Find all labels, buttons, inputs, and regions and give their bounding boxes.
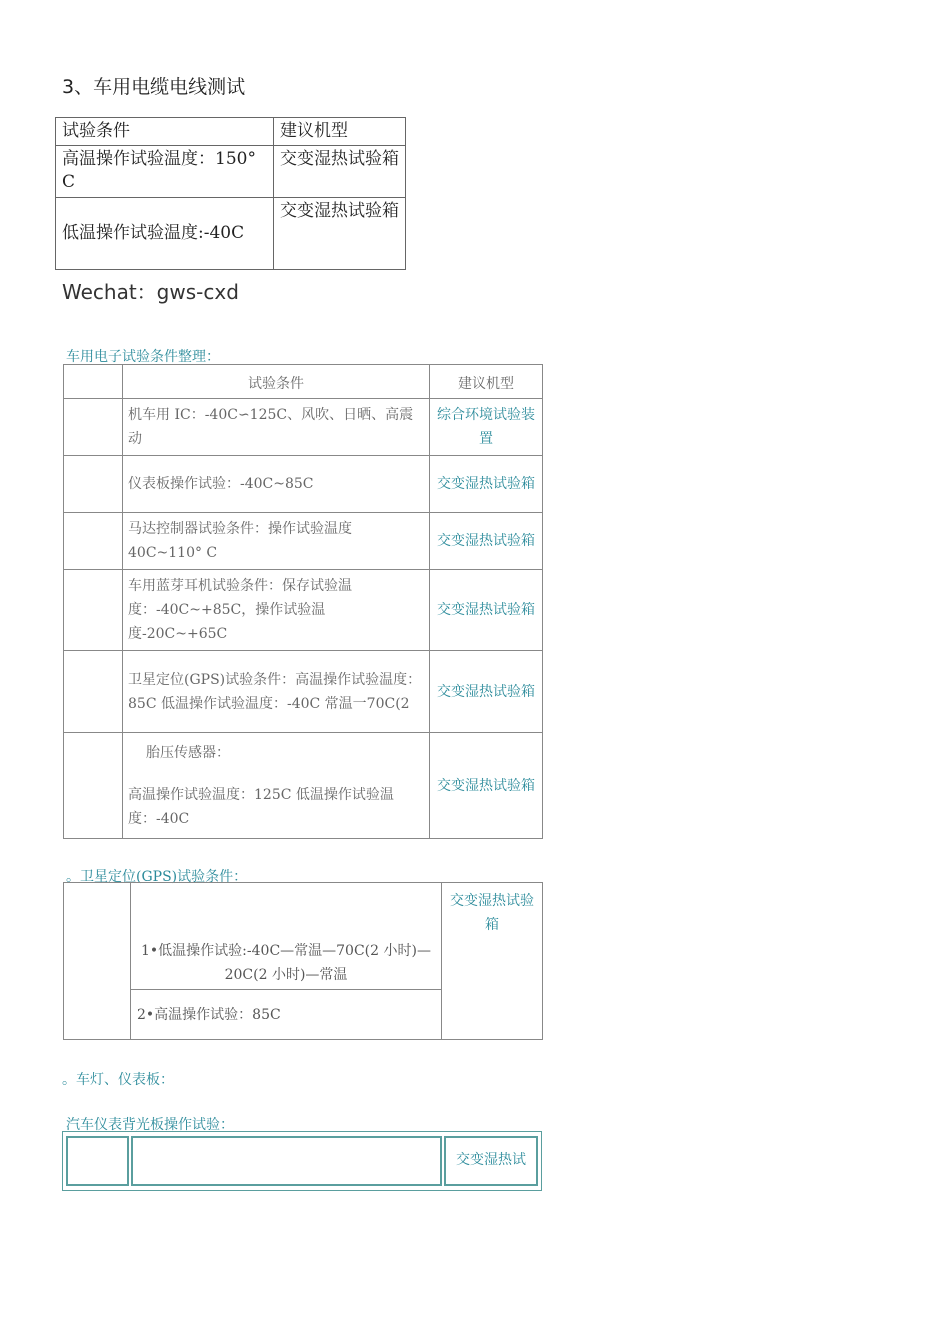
caption-lights-panel: 。车灯、仪表板： [62,1072,174,1088]
model-cell: 交变湿热试 [444,1136,538,1186]
condition-cell: 马达控制器试验条件：操作试验温度 40C~110° C [123,513,430,570]
condition-cell: 机车用 IC：-40C∽125C、风吹、日晒、高震动 [123,399,430,456]
blank-cell [64,513,123,570]
blank-cell [64,456,123,513]
low-temp-cell: 1•低温操作试验:-40C—常温—70C(2 小时)—20C(2 小时)—常温 [131,883,442,990]
wechat-id: Wechat：gws-cxd [62,280,239,304]
header-condition: 试验条件 [56,118,274,146]
blank-cell [64,570,123,651]
model-cell: 交变湿热试验箱 [430,513,543,570]
high-temp-cell: 2•高温操作试验：85C [131,990,442,1040]
condition-cell [123,733,430,839]
blank-cell [64,733,123,839]
condition-cell: 车用蓝芽耳机试验条件：保存试验温度：-40C~+85C，操作试验温度-20C~+65C [123,570,430,651]
model-cell: 交变湿热试验箱 [430,456,543,513]
model-cell: 综合环境试验装置 [430,399,543,456]
auto-electronics-table [63,364,543,839]
caption-gps: 。卫星定位(GPS)试验条件： [66,869,248,885]
condition-cell: 卫星定位(GPS)试验条件：高温操作试验温度：85C 低温操作试验温度：-40C 常温一70C(2 [123,651,430,733]
gps-test-table [63,882,543,1040]
model-cell: 交变湿热试验箱 [430,570,543,651]
condition-title: 胎压传感器： [146,744,230,761]
caption-auto-electronics: 车用电子试验条件整理： [66,349,220,365]
header-model: 建议机型 [274,118,406,146]
model-cell: 交变湿热试验箱 [430,733,543,839]
backlight-test-table [62,1131,542,1191]
caption-backlight: 汽车仪表背光板操作试验： [66,1117,234,1133]
model-cell: 交变湿热试验箱 [430,651,543,733]
blank-cell [66,1136,129,1186]
model-cell: 交变湿热试验箱 [442,883,543,1040]
condition-cell: 低温操作试验温度:-40C [56,198,274,270]
header-condition: 试验条件 [123,365,430,399]
condition-text: 高温操作试验温度：125C 低温操作试验温度：-40C [128,786,394,827]
condition-cell: 仪表板操作试验：-40C~85C [123,456,430,513]
blank-cell [64,883,131,1040]
section-title: 3、车用电缆电线测试 [62,76,246,98]
header-model: 建议机型 [430,365,543,399]
blank-cell [64,651,123,733]
model-cell: 交变湿热试验箱 [274,146,406,198]
blank-cell [64,365,123,399]
condition-cell: 高温操作试验温度：150° C [56,146,274,198]
model-cell: 交变湿热试验箱 [274,198,406,270]
cable-test-table [55,117,406,270]
condition-cell [131,1136,442,1186]
blank-cell [64,399,123,456]
